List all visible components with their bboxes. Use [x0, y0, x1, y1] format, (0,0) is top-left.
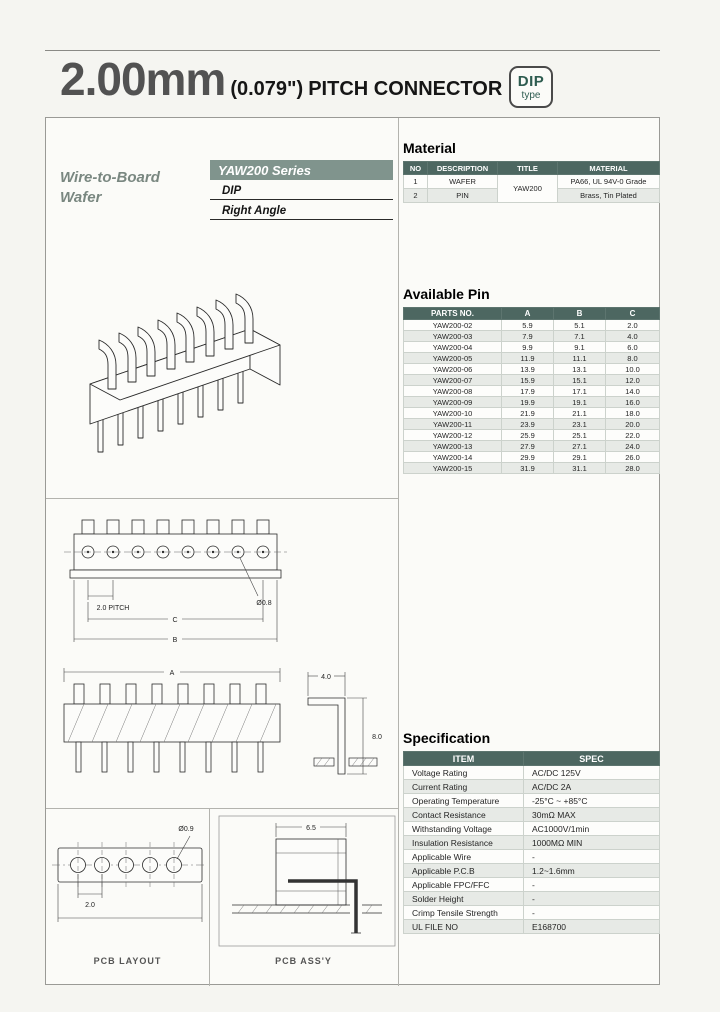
table-cell: - [524, 906, 660, 920]
table-cell: 15.9 [502, 375, 554, 386]
table-cell: 11.1 [554, 353, 606, 364]
table-cell: -25°C ~ +85°C [524, 794, 660, 808]
table-cell: Solder Height [404, 892, 524, 906]
product-family-label [60, 168, 160, 207]
table-row [404, 364, 660, 375]
table-cell: 1 [404, 175, 428, 189]
table-row [404, 320, 660, 331]
dim-label-a: A [169, 670, 175, 677]
table-row [404, 850, 660, 864]
table-cell: 29.1 [554, 452, 606, 463]
table-cell: AC1000V/1min [524, 822, 660, 836]
table-row [404, 386, 660, 397]
dim-label-c: C [172, 617, 178, 624]
table-cell: 6.0 [606, 342, 660, 353]
dim-label-pcb-pitch: 2.0 [85, 902, 95, 909]
front-view-drawing [58, 508, 293, 656]
table-cell: Voltage Rating [404, 766, 524, 780]
table-cell: 13.1 [554, 364, 606, 375]
column-header: DESCRIPTION [428, 162, 498, 175]
table-cell: - [524, 878, 660, 892]
table-cell: YAW200-12 [404, 430, 502, 441]
table-cell: Withstanding Voltage [404, 822, 524, 836]
table-row [404, 419, 660, 430]
table-row [404, 397, 660, 408]
table-cell: 23.9 [502, 419, 554, 430]
table-cell: 13.9 [502, 364, 554, 375]
column-header: MATERIAL [558, 162, 660, 175]
table-header-row [404, 752, 660, 766]
table-cell: 28.0 [606, 463, 660, 474]
table-row [404, 878, 660, 892]
table-row [404, 463, 660, 474]
table-cell: 31.9 [502, 463, 554, 474]
table-cell: 20.0 [606, 419, 660, 430]
dim-label-pitch: 2.0 PITCH [96, 605, 130, 612]
table-cell: YAW200-03 [404, 331, 502, 342]
table-cell: 16.0 [606, 397, 660, 408]
table-cell: AC/DC 125V [524, 766, 660, 780]
table-cell: 2.0 [606, 320, 660, 331]
available-pin-heading: Available Pin [403, 286, 490, 302]
table-cell: 19.1 [554, 397, 606, 408]
dim-label-4: 4.0 [321, 674, 331, 681]
table-cell: 5.1 [554, 320, 606, 331]
table-cell: E168700 [524, 920, 660, 934]
table-cell: Insulation Resistance [404, 836, 524, 850]
table-cell: 27.1 [554, 441, 606, 452]
badge-type-label: type [521, 89, 541, 101]
table-row [404, 822, 660, 836]
divider [398, 118, 399, 986]
table-cell: 18.0 [606, 408, 660, 419]
table-row [404, 175, 660, 189]
table-cell: 17.9 [502, 386, 554, 397]
table-cell: 15.1 [554, 375, 606, 386]
divider [46, 498, 398, 499]
family-line1: Wire-to-Board [60, 169, 160, 186]
table-cell: 8.0 [606, 353, 660, 364]
pcb-layout-caption: PCB LAYOUT [93, 956, 162, 966]
table-cell: 17.1 [554, 386, 606, 397]
material-table [403, 161, 660, 203]
table-cell: 23.1 [554, 419, 606, 430]
section-view-drawing [50, 662, 396, 805]
table-cell: AC/DC 2A [524, 780, 660, 794]
table-cell: 7.9 [502, 331, 554, 342]
pcb-assy-caption: PCB ASS'Y [275, 956, 332, 966]
specification-section [403, 730, 659, 934]
pcb-assembly-drawing [218, 815, 396, 947]
table-cell: 30mΩ MAX [524, 808, 660, 822]
table-cell: YAW200-04 [404, 342, 502, 353]
title-inch: (0.079") [230, 78, 304, 100]
series-title: YAW200 Series [210, 160, 393, 180]
table-cell: YAW200 [498, 175, 558, 203]
specification-heading: Specification [403, 730, 491, 746]
table-cell: Crimp Tensile Strength [404, 906, 524, 920]
material-heading: Material [403, 140, 456, 156]
table-cell: UL FILE NO [404, 920, 524, 934]
table-cell: 7.1 [554, 331, 606, 342]
table-cell: 10.0 [606, 364, 660, 375]
column-header: B [554, 308, 606, 320]
dim-label-b: B [172, 637, 178, 644]
content-frame [45, 117, 660, 985]
column-header: A [502, 308, 554, 320]
table-cell: 21.9 [502, 408, 554, 419]
table-row [404, 430, 660, 441]
series-angle: Right Angle [210, 200, 393, 220]
dip-type-badge [509, 66, 553, 108]
table-cell: 12.0 [606, 375, 660, 386]
table-row [404, 408, 660, 419]
table-cell: Operating Temperature [404, 794, 524, 808]
table-cell: 2 [404, 189, 428, 203]
material-section [403, 140, 659, 203]
column-header: TITLE [498, 162, 558, 175]
table-row [404, 906, 660, 920]
table-cell: YAW200-02 [404, 320, 502, 331]
table-cell: 27.9 [502, 441, 554, 452]
table-cell: 25.9 [502, 430, 554, 441]
table-cell: YAW200-05 [404, 353, 502, 364]
pcb-layout-drawing [50, 818, 208, 944]
table-cell: YAW200-07 [404, 375, 502, 386]
specification-table [403, 751, 660, 934]
dim-label-8: 8.0 [372, 734, 382, 741]
title-text: PITCH CONNECTOR [308, 78, 503, 100]
table-row [404, 794, 660, 808]
table-cell: PIN [428, 189, 498, 203]
table-row [404, 808, 660, 822]
table-cell: YAW200-15 [404, 463, 502, 474]
table-cell: Current Rating [404, 780, 524, 794]
column-header: SPEC [524, 752, 660, 766]
table-cell: 21.1 [554, 408, 606, 419]
table-cell: 19.9 [502, 397, 554, 408]
table-cell: 31.1 [554, 463, 606, 474]
table-row [404, 342, 660, 353]
table-row [404, 920, 660, 934]
table-cell: 9.9 [502, 342, 554, 353]
table-cell: Brass, Tin Plated [558, 189, 660, 203]
table-cell: Applicable Wire [404, 850, 524, 864]
column-header: PARTS NO. [404, 308, 502, 320]
table-cell: 26.0 [606, 452, 660, 463]
dim-label-pin-diameter: Ø0.8 [256, 600, 272, 607]
column-header: ITEM [404, 752, 524, 766]
table-row [404, 836, 660, 850]
top-rule [45, 50, 660, 51]
table-row [404, 375, 660, 386]
table-cell: YAW200-09 [404, 397, 502, 408]
title-pitch-size: 2.00mm [60, 53, 226, 105]
table-cell: 11.9 [502, 353, 554, 364]
table-cell: - [524, 850, 660, 864]
table-cell: - [524, 892, 660, 906]
table-row [404, 353, 660, 364]
table-cell: 1.2~1.6mm [524, 864, 660, 878]
table-cell: YAW200-06 [404, 364, 502, 375]
table-cell: Applicable FPC/FFC [404, 878, 524, 892]
table-cell: 25.1 [554, 430, 606, 441]
table-cell: 4.0 [606, 331, 660, 342]
table-cell: YAW200-11 [404, 419, 502, 430]
divider [46, 808, 398, 809]
table-cell: Applicable P.C.B [404, 864, 524, 878]
table-cell: 29.9 [502, 452, 554, 463]
table-cell: 24.0 [606, 441, 660, 452]
table-cell: YAW200-08 [404, 386, 502, 397]
table-header-row [404, 162, 660, 175]
table-cell: 5.9 [502, 320, 554, 331]
table-row [404, 864, 660, 878]
table-row [404, 780, 660, 794]
column-header: C [606, 308, 660, 320]
table-row [404, 331, 660, 342]
table-row [404, 766, 660, 780]
table-cell: YAW200-13 [404, 441, 502, 452]
series-type: DIP [210, 180, 393, 200]
available-pin-table [403, 307, 660, 474]
page-title [60, 52, 502, 106]
isometric-view-drawing [50, 214, 395, 492]
table-row [404, 441, 660, 452]
table-cell: 22.0 [606, 430, 660, 441]
table-cell: YAW200-14 [404, 452, 502, 463]
table-cell: WAFER [428, 175, 498, 189]
table-cell: 14.0 [606, 386, 660, 397]
table-header-row [404, 308, 660, 320]
column-header: NO [404, 162, 428, 175]
badge-dip-label: DIP [517, 72, 545, 90]
dim-label-65: 6.5 [306, 825, 316, 832]
dim-label-pcb-hole: Ø0.9 [178, 826, 194, 833]
table-cell: 9.1 [554, 342, 606, 353]
table-cell: Contact Resistance [404, 808, 524, 822]
family-line2: Wafer [60, 188, 102, 206]
table-row [404, 452, 660, 463]
table-cell: PA66, UL 94V-0 Grade [558, 175, 660, 189]
table-cell: YAW200-10 [404, 408, 502, 419]
table-row [404, 892, 660, 906]
available-pin-section [403, 286, 659, 474]
series-box [210, 160, 393, 220]
table-cell: 1000MΩ MIN [524, 836, 660, 850]
